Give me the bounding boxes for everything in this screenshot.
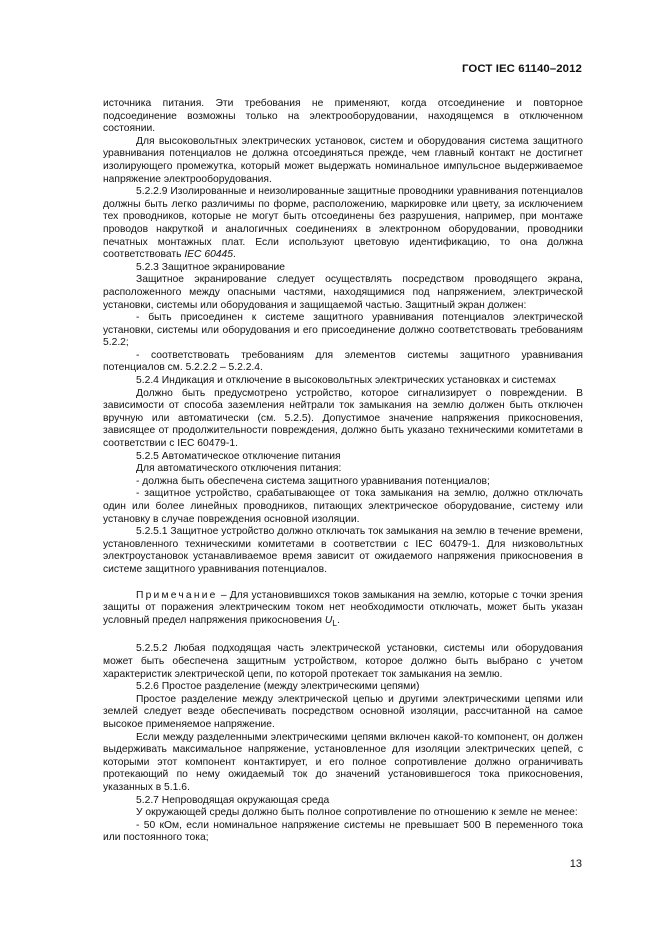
paragraph: У окружающей среды должно быть полное сопротивление по отношению к земле не менее:	[136, 807, 578, 819]
paragraph: Для высоковольтных электрических установок, систем и оборудования система защитного уравнивания потенциалов не должна отсоединяться прежде, чем главный контакт не достигнет изолирующего промежутка, который может выдержать номинальное импульсное выдерживаемое напряжение электрооборудования.	[103, 135, 583, 185]
note-subscript: L	[332, 617, 338, 628]
note-text: – Для установившихся токов замыкания на землю, которые с точки зрения защиты от поражения электрическим током нет необходимости отключать, может быть указан условный предел напряжения прикосновения	[103, 589, 583, 626]
paragraph: Должно быть предусмотрено устройство, которое сигнализирует о повреждении. В зависимости от способа заземления нейтрали ток замыкания на землю должен быть отключен вручную или автоматически (см. 5.2.5). Допустимое значение напряжения прикосновения, зависящее от продолжительности повреждения, должно быть указано техническими комитетами в соответствии с IEC 60479-1.	[103, 387, 583, 450]
list-item: - соответствовать требованиям для элементов системы защитного уравнивания потенциалов см. 5.2.2.2 – 5.2.2.4.	[103, 349, 583, 374]
section-heading-5-2-4: 5.2.4 Индикация и отключение в высоковольтных электрических установках и системах	[136, 375, 556, 387]
section-heading-5-2-5: 5.2.5 Автоматическое отключение питания	[136, 450, 341, 462]
list-item: - быть присоединен к системе защитного уравнивания потенциалов электрической установки, системы или оборудования и его присоединение должно соответствовать требованиям 5.2.2;	[103, 312, 583, 349]
note-label: Примечание	[136, 589, 218, 601]
standard-reference: IEC 60445	[184, 249, 233, 261]
punctuation: .	[232, 249, 236, 261]
paragraph-5-2-5-1: 5.2.5.1 Защитное устройство должно отключать ток замыкания на землю в течение времени, установленного техническими комитетами в соответствии с IEC 60479-1. Для низковольтных электроустановок устанавливаемое время зависит от ожидаемого напряжения прикосновения в системе защитного уравнивания потенциалов.	[103, 526, 583, 575]
paragraph: Для автоматического отключения питания:	[136, 463, 342, 475]
paragraph: Защитное экранирование следует осуществлять посредством проводящего экрана, расположенного между опасными частями, находящимися под напряжением, электрической установки, системы или оборудования и защищаемой частью. Защитный экран должен:	[103, 274, 583, 311]
section-heading-5-2-7: 5.2.7 Непроводящая окружающая среда	[136, 794, 330, 806]
paragraph: Если между разделенными электрическими цепями включен какой-то компонент, он должен выдерживать максимальное напряжение, установленное для изоляции электрических цепей, с которыми этот компонент контактирует, и его полное сопротивление должно ограничивать протекающий по нему ожидаемый ток до значений установившегося тока прикосновения, указанных в 5.1.6.	[103, 731, 583, 793]
section-heading-5-2-3: 5.2.3 Защитное экранирование	[136, 261, 285, 273]
punctuation: .	[337, 614, 340, 626]
paragraph-5-2-2-9	[103, 186, 583, 262]
note	[103, 590, 583, 630]
page-number: 13	[569, 858, 582, 870]
note-symbol: U	[324, 614, 333, 626]
list-item: - должна быть обеспечена система защитного уравнивания потенциалов;	[136, 475, 490, 487]
paragraph: источника питания. Эти требования не применяют, когда отсоединение и повторное подсоединение возможны только на электрооборудовании, находящемся в отключенном состоянии.	[103, 98, 583, 135]
paragraph-text: 5.2.2.9 Изолированные и неизолированные защитные проводники уравнивания потенциалов должны быть легко различимы по форме, расположению, маркировке или цвету, за исключением тех проводников, которые не могут быть отсоединены без разрушения, например, при монтаже проводов накруткой и аналогичных соединениях в электронном оборудовании, проводники печатных монтажных плат. Если используют цветовую идентификацию, то она должна соответствовать	[103, 186, 583, 261]
document-header: ГОСТ IEC 61140–2012	[461, 63, 582, 75]
paragraph-5-2-5-2: 5.2.5.2 Любая подходящая часть электрической установки, системы или оборудования может быть обеспечена защитным устройством, которое должно быть выбрано с учетом характеристик электрической цепи, по которой протекает ток замыкания на землю.	[103, 643, 583, 680]
list-item: - 50 кОм, если номинальное напряжение системы не превышает 500 В переменного тока или постоянного тока;	[103, 819, 583, 844]
list-item: - защитное устройство, срабатывающее от тока замыкания на землю, должно отключать один или более линейных проводников, питающих электрическое оборудование, систему или установку в случае повреждения основной изоляции.	[103, 488, 583, 525]
section-heading-5-2-6: 5.2.6 Простое разделение (между электрическими цепями)	[136, 681, 420, 693]
document-body	[103, 98, 583, 845]
paragraph: Простое разделение между электрической цепью и другими электрическими цепями или землей следует везде обеспечивать посредством основной изоляции, рассчитанной на самое высокое применяемое напряжение.	[103, 693, 583, 730]
